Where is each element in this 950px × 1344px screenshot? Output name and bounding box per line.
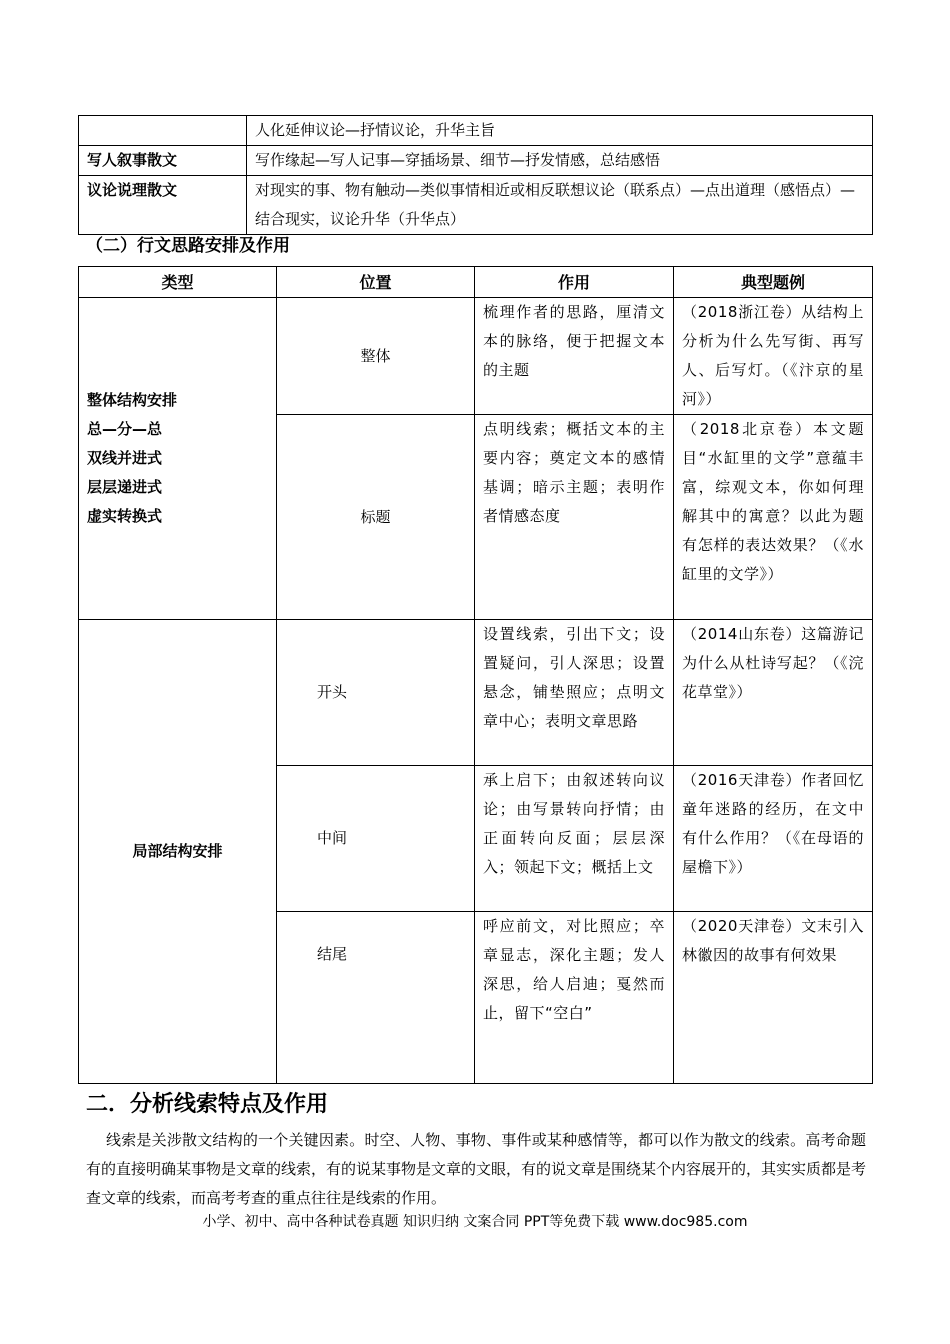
example-cell: （2018北京卷）本文题目“水缸里的文学”意蕴丰富，综观文本，你如何理解其中的寓意？以此为题有怎样的表达效果？（《水缸里的文学》） xyxy=(674,415,873,620)
table-row xyxy=(79,176,873,235)
effect-cell: 设置线索，引出下文；设置疑问，引人深思；设置悬念，铺垫照应；点明文章中心；表明文章思路 xyxy=(475,620,674,766)
type-cell-local: 局部结构安排 xyxy=(79,620,277,1084)
table-header-row xyxy=(79,267,873,298)
page-footer: 小学、初中、高中各种试卷真题 知识归纳 文案合同 PPT等免费下载 www.doc985.com xyxy=(202,1214,748,1230)
structure-cell: 写作缘起—写人记事—穿插场景、细节—抒发情感，总结感悟 xyxy=(247,146,873,176)
type-line: 整体结构安排 xyxy=(87,391,178,409)
type-line: 层层递进式 xyxy=(87,478,163,496)
position-cell: 中间 xyxy=(277,766,475,912)
type-line: 双线并进式 xyxy=(87,449,163,467)
essay-type-cell: 写人叙事散文 xyxy=(79,146,247,176)
header-example: 典型题例 xyxy=(674,267,873,298)
effect-cell: 梳理作者的思路，厘清文本的脉络，便于把握文本的主题 xyxy=(475,298,674,415)
effect-cell: 呼应前文，对比照应；卒章显志，深化主题；发人深思，给人启迪；戛然而止，留下“空白” xyxy=(475,912,674,1084)
header-position: 位置 xyxy=(277,267,475,298)
example-cell: （2018浙江卷）从结构上分析为什么先写街、再写人、后写灯。（《汴京的星河》） xyxy=(674,298,873,415)
type-line: 总—分—总 xyxy=(87,420,163,438)
effect-cell: 点明线索；概括文本的主要内容；奠定文本的感情基调；暗示主题；表明作者情感态度 xyxy=(475,415,674,620)
section-heading: 二．分析线索特点及作用 xyxy=(86,1092,329,1117)
table-row xyxy=(79,146,873,176)
header-effect: 作用 xyxy=(475,267,674,298)
type-line: 虚实转换式 xyxy=(87,507,163,525)
position-cell: 开头 xyxy=(277,620,475,766)
table-row xyxy=(79,116,873,146)
example-cell: （2014山东卷）这篇游记为什么从杜诗写起？（《浣花草堂》） xyxy=(674,620,873,766)
section-title: （二）行文思路安排及作用 xyxy=(86,236,290,256)
example-cell: （2020天津卷）文末引入林徽因的故事有何效果 xyxy=(674,912,873,1084)
structure-table-top xyxy=(78,115,873,235)
header-type: 类型 xyxy=(79,267,277,298)
position-cell: 标题 xyxy=(277,415,475,620)
body-paragraph: 线索是关涉散文结构的一个关键因素。时空、人物、事物、事件或某种感情等，都可以作为散文的线索。高考命题有的直接明确某事物是文章的线索，有的说某事物是文章的文眼，有的说文章是围绕某个内容展开的，其实实质都是考查文章的线索，而高考考查的重点往往是线索的作用。 xyxy=(86,1131,867,1207)
position-cell: 结尾 xyxy=(277,912,475,1084)
arrangement-table xyxy=(78,266,873,1084)
structure-cell: 人化延伸议论—抒情议论，升华主旨 xyxy=(247,116,873,146)
position-cell: 整体 xyxy=(277,298,475,415)
table-row xyxy=(79,620,873,766)
structure-cell: 对现实的事、物有触动—类似事情相近或相反联想议论（联系点）—点出道理（感悟点）—结合现实，议论升华（升华点） xyxy=(247,176,873,235)
essay-type-cell: 议论说理散文 xyxy=(79,176,247,235)
table-row xyxy=(79,298,873,415)
example-cell: （2016天津卷）作者回忆童年迷路的经历，在文中有什么作用？（《在母语的屋檐下》） xyxy=(674,766,873,912)
effect-cell: 承上启下；由叙述转向议论；由写景转向抒情；由正面转向反面；层层深入；领起下文；概括上文 xyxy=(475,766,674,912)
essay-type-cell xyxy=(79,116,247,146)
type-cell-overall xyxy=(79,298,277,620)
